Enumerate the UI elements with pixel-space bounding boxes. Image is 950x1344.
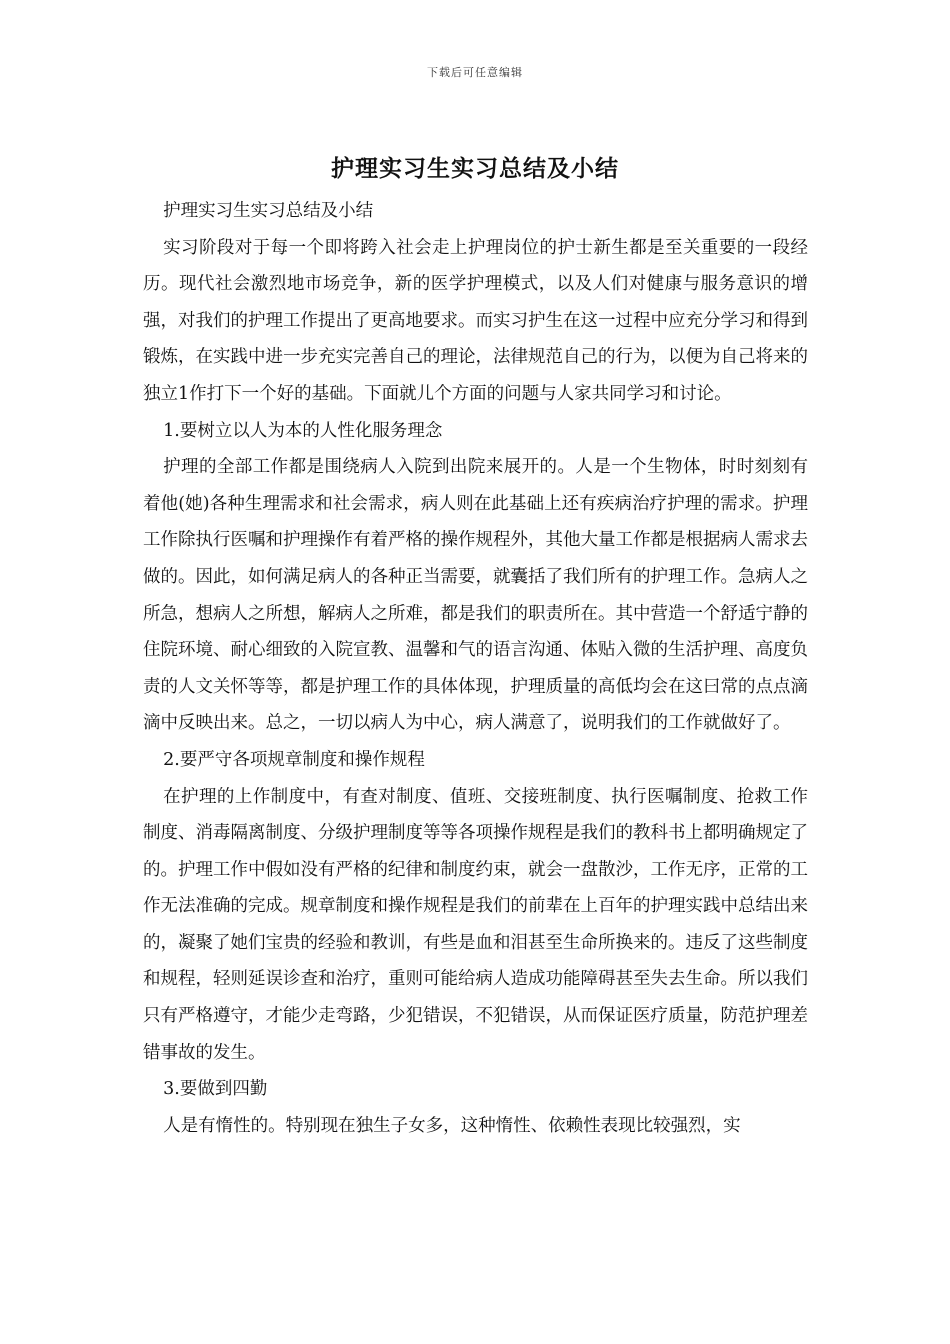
- section-1-paragraph: 护理的全部工作都是围绕病人入院到出院来展开的。人是一个生物体，时时刻刻有着他(她)各种生理需求和社会需求，病人则在此基础上还有疾病治疗护理的需求。护理工作除执行医嘱和护理操作有着严格的操作规程外，其他大量工作都是根据病人需求去做的。因此，如何满足病人的各种正当需要，就囊括了我们所有的护理工作。急病人之所急，想病人之所想，解病人之所难，都是我们的职责所在。其中营造一个舒适宁静的住院环境、耐心细致的入院宣教、温馨和气的语言沟通、体贴入微的生活护理、高度负责的人文关怀等等，都是护理工作的具体体现，护理质量的高低均会在这曰常的点点滴滴中反映出来。总之，一切以病人为中心，病人满意了，说明我们的工作就做好了。: [143, 457, 808, 734]
- subtitle-paragraph: 护理实习生实习总结及小结: [163, 201, 374, 221]
- intro-paragraph: 实习阶段对于每一个即将跨入社会走上护理岗位的护士新生都是至关重要的一段经历。现代社会激烈地市场竞争，新的医学护理模式，以及人们对健康与服务意识的增强，对我们的护理工作提出了更高地要求。而实习护生在这一过程中应充分学习和得到锻炼，在实践中进一步充实完善自己的理论，法律规范自己的行为，以便为自己将来的独立1作打下一个好的基础。下面就儿个方面的问题与人家共同学习和讨论。: [143, 237, 808, 404]
- header-note: 下载后可任意编辑: [427, 66, 523, 79]
- section-heading-3: 3.要做到四勤: [163, 1079, 268, 1100]
- document-body: [143, 193, 808, 1144]
- document-title: 护理实习生实习总结及小结: [331, 155, 619, 182]
- section-heading-2: 2.要严守各项规章制度和操作规程: [163, 749, 425, 770]
- section-3-paragraph: 人是有惰性的。特别现在独生子女多，这种惰性、依赖性表现比较强烈，实: [163, 1115, 741, 1136]
- section-2-paragraph: 在护理的上作制度中，有查对制度、值班、交接班制度、执行医嘱制度、抢救工作制度、消毒隔离制度、分级护理制度等等各项操作规程是我们的教科书上都明确规定了的。护理工作中假如没有严格的纪律和制度约束，就会一盘散沙，工作无序，正常的工作无法准确的完成。规章制度和操作规程是我们的前辈在上百年的护理实践中总结出来的，凝聚了她们宝贵的经验和教训，有些是血和泪甚至生命所换来的。违反了这些制度和规程，轻则延误诊查和治疗，重则可能给病人造成功能障碍甚至失去生命。所以我们只有严格遵守，才能少走弯路，少犯错误，不犯错误，从而保证医疗质量，防范护理差错事故的发生。: [143, 786, 808, 1063]
- section-heading-1: 1.要树立以人为本的人性化服务理念: [163, 420, 443, 441]
